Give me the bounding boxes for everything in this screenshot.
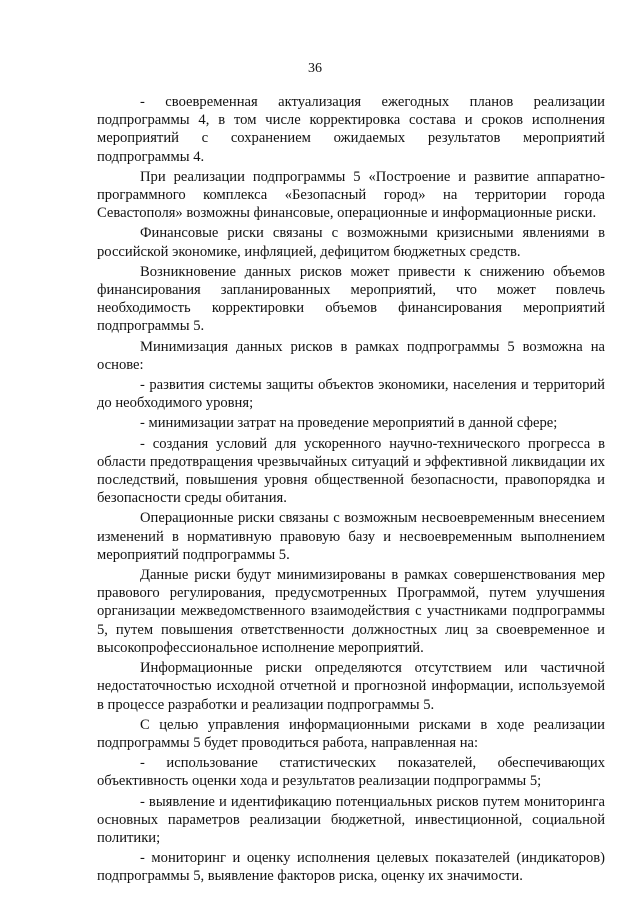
paragraph-list-item: - выявление и идентификацию потенциальных рисков путем мониторинга основных параметров реализации бюджетной, инвестиционной, социальной политики; [97, 793, 605, 846]
paragraph: Возникновение данных рисков может привести к снижению объемов финансирования запланированных мероприятий, что может повлечь необходимость корректировки объемов финансирования мероприятий подпрограммы 5. [97, 263, 605, 335]
paragraph: Минимизация данных рисков в рамках подпрограммы 5 возможна на основе: [97, 338, 605, 373]
page-number: 36 [308, 61, 322, 76]
paragraph-list-item: - использование статистических показателей, обеспечивающих объективность оценки хода и результатов реализации подпрограммы 5; [97, 755, 605, 790]
paragraph-list-item: - мониторинг и оценку исполнения целевых показателей (индикаторов) подпрограммы 5, выявление факторов риска, оценку их значимости. [97, 850, 605, 885]
paragraph-list-item: - минимизации затрат на проведение мероприятий в данной сфере; [140, 415, 558, 432]
paragraph: С целью управления информационными рисками в ходе реализации подпрограммы 5 будет проводиться работа, направленная на: [97, 716, 605, 751]
document-body [97, 93, 605, 886]
paragraph-list-item: - создания условий для ускоренного научно-технического прогресса в области предотвращения чрезвычайных ситуаций и эффективной ликвидации их последствий, повышения уровня общественной безопасности, правопорядка и безопасности среды обитания. [97, 435, 605, 507]
paragraph-list-item: - своевременная актуализация ежегодных планов реализации подпрограммы 4, в том числе корректировка состава и сроков исполнения мероприятий с сохранением ожидаемых результатов мероприятий подпрограммы 4. [97, 94, 605, 165]
paragraph: Финансовые риски связаны с возможными кризисными явлениями в российской экономике, инфляцией, дефицитом бюджетных средств. [97, 225, 605, 260]
paragraph: Данные риски будут минимизированы в рамках совершенствования мер правового регулирования, предусмотренных Программой, путем улучшения организации межведомственного взаимодействия с участниками подпрограммы 5, путем повышения ответственности должностных лиц за своевременное и высокопрофессиональное исполнение мероприятий. [97, 567, 605, 656]
paragraph: Информационные риски определяются отсутствием или частичной недостаточностью исходной отчетной и прогнозной информации, используемой в процессе разработки и реализации подпрограммы 5. [97, 660, 605, 713]
paragraph-list-item: - развития системы защиты объектов экономики, населения и территорий до необходимого уровня; [97, 377, 605, 412]
paragraph: При реализации подпрограммы 5 «Построение и развитие аппаратно-программного комплекса «Безопасный город» на территории города Севастополя» возможны финансовые, операционные и информационные риски. [97, 168, 605, 222]
paragraph: Операционные риски связаны с возможным несвоевременным внесением изменений в нормативную правовую базу и несвоевременным выполнением мероприятий подпрограммы 5. [97, 510, 605, 563]
